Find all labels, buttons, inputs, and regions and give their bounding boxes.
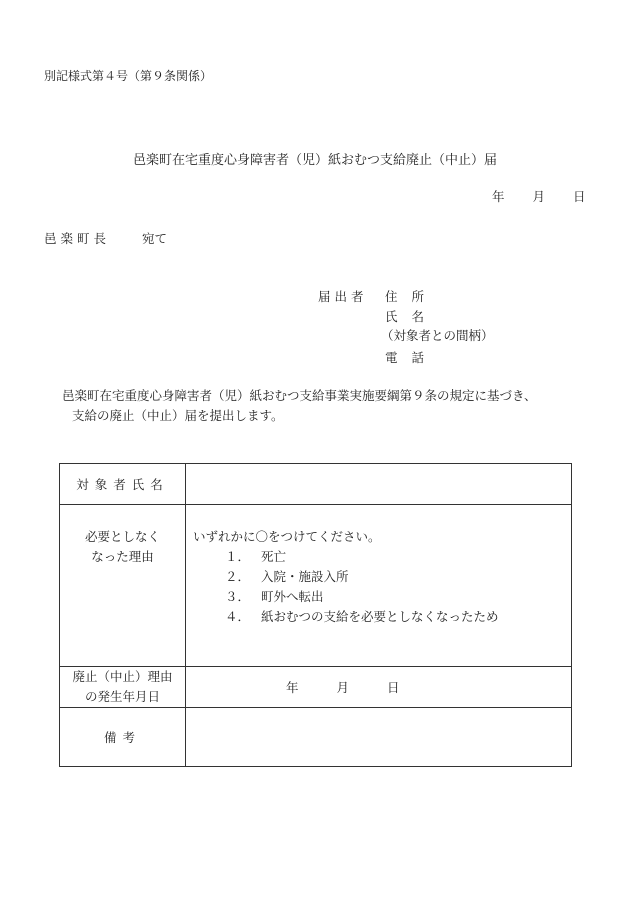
table-row-subject-name bbox=[60, 464, 572, 505]
occurrence-year-label: 年 bbox=[286, 680, 299, 695]
occurrence-date-label bbox=[60, 667, 186, 708]
reason-number: １． bbox=[225, 549, 251, 564]
reason-number: ３． bbox=[225, 589, 251, 604]
applicant-address-label: 住所 bbox=[385, 289, 439, 304]
occurrence-month-label: 月 bbox=[336, 680, 350, 695]
body-text bbox=[62, 386, 537, 426]
occurrence-day-label: 日 bbox=[387, 680, 400, 695]
date-year-label: 年 bbox=[492, 189, 505, 204]
subject-name-label: 対象者氏名 bbox=[60, 464, 186, 505]
occurrence-date-label-line-1: 廃止（中止）理由 bbox=[72, 669, 173, 684]
reason-label-line-2: なった理由 bbox=[91, 549, 154, 564]
reason-label-line-1: 必要としなく bbox=[84, 529, 160, 544]
addressee-suffix: 宛て bbox=[142, 231, 168, 246]
reason-option-no-longer-needed[interactable] bbox=[193, 607, 571, 627]
reason-text: 入院・施設入所 bbox=[261, 569, 349, 584]
reason-field bbox=[186, 505, 572, 667]
occurrence-date-field[interactable] bbox=[186, 667, 572, 708]
applicant-relation-label: （対象者との間柄） bbox=[381, 328, 494, 343]
reason-instruction: いずれかに〇をつけてください。 bbox=[193, 529, 381, 544]
reason-option-death[interactable] bbox=[193, 547, 571, 567]
reason-text: 紙おむつの支給を必要としなくなったため bbox=[261, 609, 499, 624]
addressee bbox=[44, 229, 167, 247]
reason-option-moved-out[interactable] bbox=[193, 587, 571, 607]
applicant-label: 届出者 bbox=[318, 289, 368, 304]
occurrence-date-label-line-2: の発生年月日 bbox=[84, 689, 160, 704]
reason-number: ２． bbox=[225, 569, 251, 584]
reason-text: 町外へ転出 bbox=[261, 589, 324, 604]
body-text-line-1: 邑楽町在宅重度心身障害者（児）紙おむつ支給事業実施要綱第９条の規定に基づき、 bbox=[62, 388, 537, 403]
table-row-occurrence-date bbox=[60, 667, 572, 708]
body-text-line-2: 支給の廃止（中止）届を提出します。 bbox=[72, 408, 284, 423]
table-row-remarks bbox=[60, 708, 572, 767]
form-table bbox=[59, 463, 572, 767]
applicant-phone-label: 電話 bbox=[385, 350, 439, 365]
date-day-label: 日 bbox=[573, 189, 586, 204]
remarks-field[interactable] bbox=[186, 708, 572, 767]
subject-name-field[interactable] bbox=[186, 464, 572, 505]
table-row-reason bbox=[60, 505, 572, 667]
reason-label bbox=[60, 505, 186, 667]
document-title: 邑楽町在宅重度心身障害者（児）紙おむつ支給廃止（中止）届 bbox=[132, 153, 497, 168]
reason-text: 死亡 bbox=[261, 549, 287, 564]
remarks-label: 備考 bbox=[60, 708, 186, 767]
submission-date bbox=[492, 187, 586, 205]
date-month-label: 月 bbox=[532, 189, 546, 204]
addressee-mayor: 邑楽町長 bbox=[44, 231, 111, 246]
applicant-name-label: 氏名 bbox=[385, 309, 439, 324]
reason-number: ４． bbox=[225, 609, 251, 624]
form-number: 別記様式第４号（第９条関係） bbox=[44, 69, 213, 83]
reason-option-hospitalization[interactable] bbox=[193, 567, 571, 587]
